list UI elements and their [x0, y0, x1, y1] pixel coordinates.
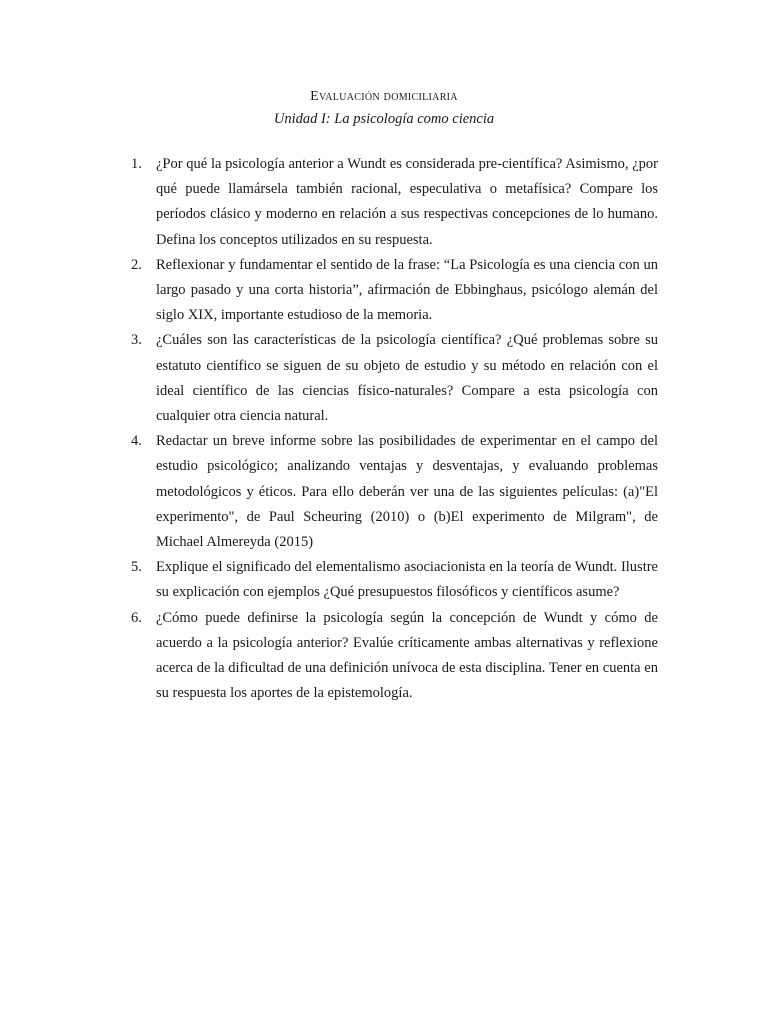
question-text: Redactar un breve informe sobre las posibilidades de experimentar en el campo del estudio psicológico; analizando ventajas y desventajas, y evaluando problemas metodológicos y éticos. Para ello deberán ver una de las siguientes películas: (a)"El experimento", de Paul Scheuring (2010) o (b)El experimento de Milgram", de Michael Almereyda (2015) [156, 433, 658, 551]
question-item [121, 429, 658, 555]
document-subtitle: Unidad I: La psicología como ciencia [273, 111, 495, 127]
question-item [121, 253, 658, 329]
question-text: ¿Cuáles son las características de la psicología científica? ¿Qué problemas sobre su estatuto científico se siguen de su objeto de estudio y su método en relación con el ideal científico de las ciencias físico-naturales? Compare a esta psicología con cualquier otra ciencia natural. [156, 332, 658, 425]
question-text: Explique el significado del elementalismo asociacionista en la teoría de Wundt. Ilustre su explicación con ejemplos ¿Qué presupuestos filosóficos y científicos asume? [156, 559, 658, 601]
document-header [0, 88, 768, 129]
question-number: 2. [131, 256, 142, 273]
question-text: ¿Por qué la psicología anterior a Wundt es considerada pre-científica? Asimismo, ¿por qué puede llamársela también racional, especulativa o metafísica? Compare los períodos clásico y moderno en relación a sus respectivas concepciones de lo humano. Defina los conceptos utilizados en su respuesta. [156, 156, 658, 248]
question-number: 6. [131, 609, 142, 626]
question-number: 3. [131, 332, 142, 349]
question-text: Reflexionar y fundamentar el sentido de la frase: “La Psicología es una ciencia con un largo pasado y una corta historia”, afirmación de Ebbinghaus, psicólogo alemán del siglo XIX, importante estudioso de la memoria. [156, 256, 658, 324]
question-item [121, 555, 658, 605]
question-item [121, 328, 658, 429]
question-number: 4. [131, 433, 142, 450]
question-number: 5. [131, 559, 142, 576]
document-title: Evaluación domiciliaria [310, 89, 458, 104]
question-item [121, 152, 658, 253]
question-list [121, 152, 658, 706]
question-text: ¿Cómo puede definirse la psicología según la concepción de Wundt y cómo de acuerdo a la psicología anterior? Evalúe críticamente ambas alternativas y reflexione acerca de la dificultad de una definición unívoca de esta disciplina. Tener en cuenta en su respuesta los aportes de la epistemología. [156, 609, 658, 702]
question-number: 1. [131, 156, 142, 172]
question-item [121, 606, 658, 707]
